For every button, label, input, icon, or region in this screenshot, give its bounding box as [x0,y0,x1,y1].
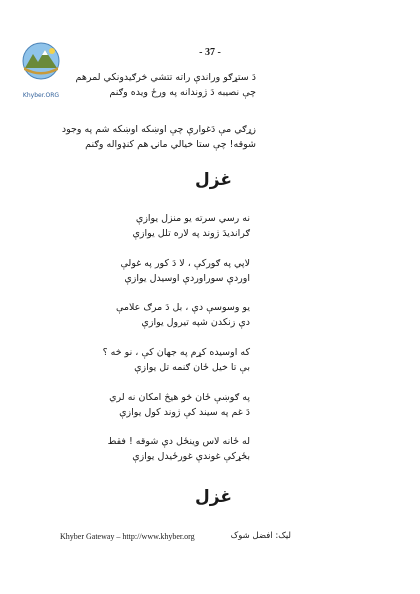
verse-line: ګرانديدَ ژوند په لاره تلل يوازې [132,228,250,239]
verse-line: له ځانه لاس وينځل دې شوقه ! فقط [107,436,250,447]
verse-line: زړګي مې دَغوارې چې اوښکه اوښکه شم په وجود [61,124,256,135]
stanza [103,345,250,375]
opening-couplet [76,70,256,100]
verse-line: شوقه! چې ستا خيالي مانۍ هم کنډواله وګنم [85,139,256,150]
verse-line: په ګوښې ځان څو هيڅ امکان نه لري [109,392,250,403]
verse-line: بې تا خيل ځان ګنمه تل يوازې [134,362,250,373]
footer-source: Khyber Gateway – http://www.khyber.org [60,532,195,541]
verse-line: دَ غم په سيند کې ژوند کول يوازې [119,407,250,418]
verse-line: يو وسوسې دې ، بل دَ مرګ علامې [115,302,250,313]
stanza [109,390,250,420]
footer-author: ليک: افضل شوک [230,531,291,541]
opening-couplet-2 [62,122,256,152]
stanza [121,256,251,286]
verse-line: دَ ستړګو وراندې راته تتشي څرګيدونکي لمرهم [75,72,256,83]
verse-line: نه رسي سرته يو منزل يوازې [135,213,250,224]
verse-line: چې نصيبه دَ ژوندانه په ورځ ويده وګنم [109,87,256,98]
verse-line: دې زنکدن شپه تيرول يوازې [141,317,250,328]
verse-line: بځړکې غوندې غورځيدل يوازې [132,451,250,462]
page-number: - 37 - [199,47,221,58]
stanza [108,434,250,464]
stanza [116,300,250,330]
logo-caption: Khyber.ORG [22,92,60,99]
verse-line: اوردې سوراوردې اوسيدل يوازې [124,273,250,284]
verse-line: لاپي په ګورکې ، لا دَ کور په غولې [120,258,250,269]
ghazal-title-2: غزل [195,487,232,507]
stanza [133,211,251,241]
ghazal-title: غزل [195,170,232,190]
verse-line: که اوسيده کړم په جهان کې ، نو څه ؟ [102,347,250,358]
